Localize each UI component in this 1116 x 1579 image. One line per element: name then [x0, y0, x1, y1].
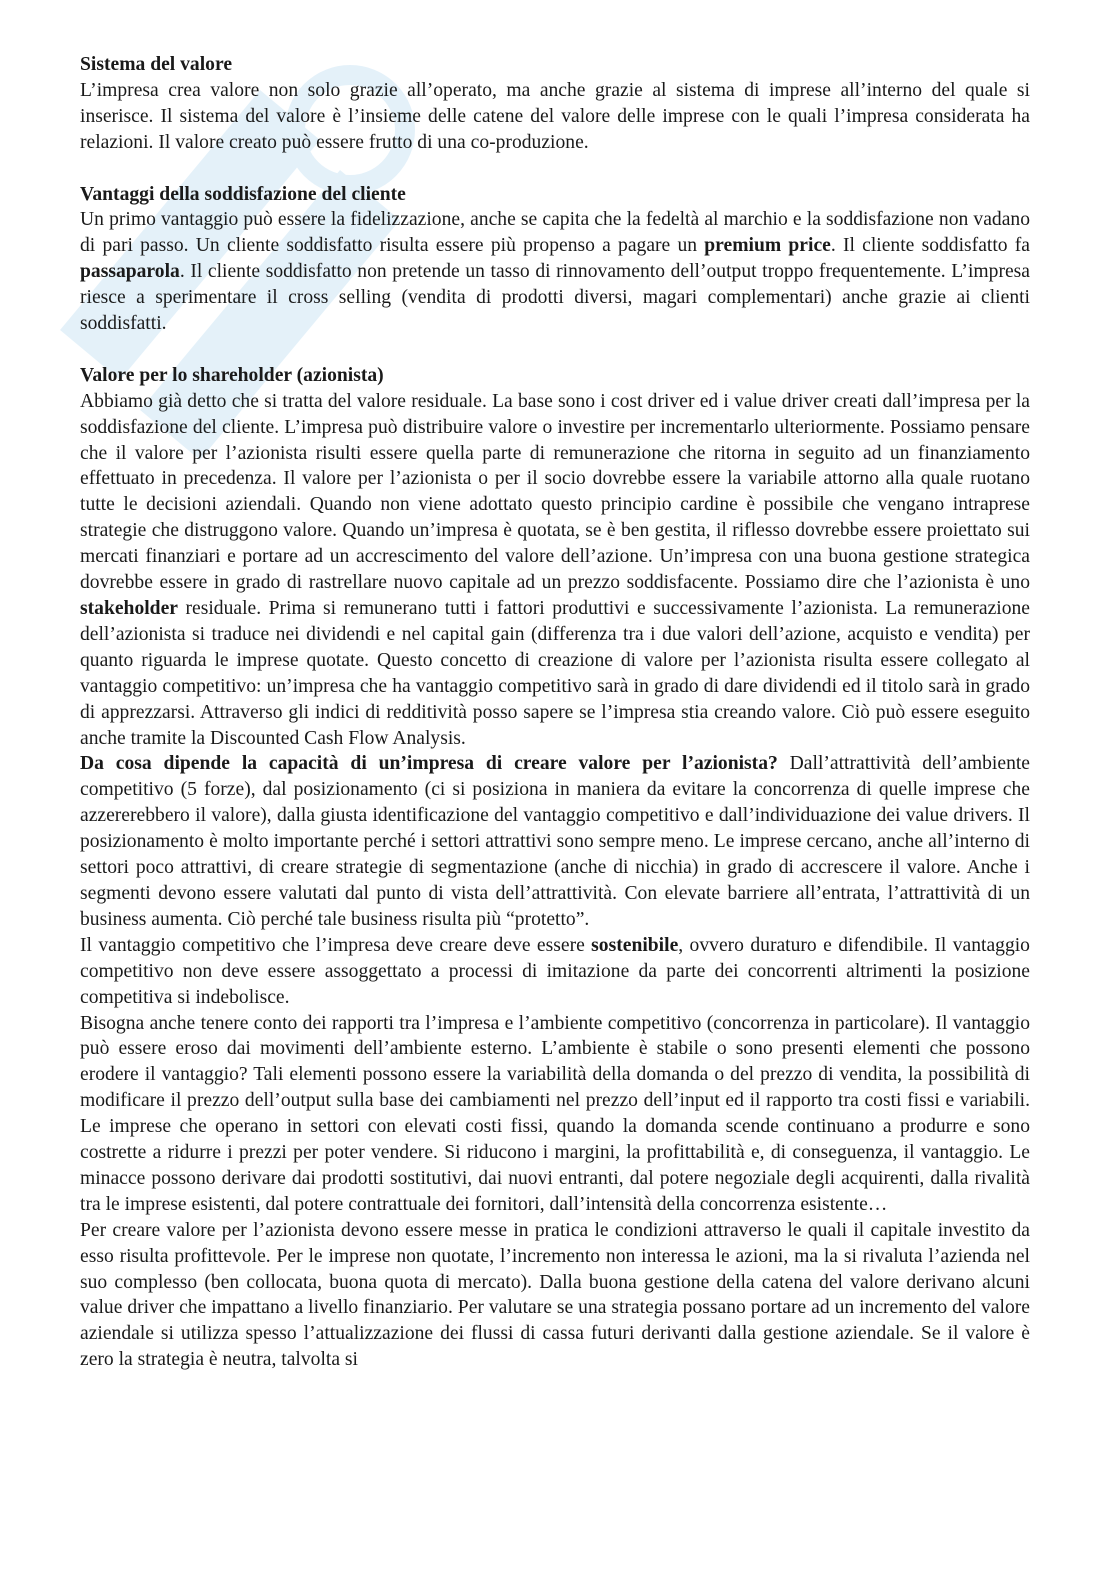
paragraph-capacita-creare-valore — [80, 751, 1030, 932]
bold-term: premium price — [704, 235, 831, 257]
paragraph-vantaggi-cliente — [80, 207, 1030, 337]
text-run: Abbiamo già detto che si tratta del valore residuale. La base sono i cost driver ed i value driver creati dall’impresa per la soddisfazione del cliente. L’impresa può distribuire valore o investire per incrementarlo ulteriormente. Possiamo pensare che il valore per l’azionista risulti essere quella parte di remunerazione che ritorna in seguito ad un finanziamento effettuato in precedenza. Il valore per l’azionista o per il socio dovrebbe essere la variabile attorno alla quale ruotano tutte le decisioni aziendali. Quando non viene adottato questo principio cardine è possibile che vengano intraprese strategie che distruggono valore. Quando un’impresa è quotata, se è ben gestita, il riflesso dovrebbe essere proiettato sui mercati finanziari e portare ad un accrescimento del valore dell’azione. Un’impresa con una buona gestione strategica dovrebbe essere in grado di rastrellare nuovo capitale ad un prezzo soddisfacente. Possiamo dire che l’azionista è uno — [80, 390, 1030, 594]
text-run: residuale. Prima si remunerano tutti i fattori produttivi e successivamente l’azionista. La remunerazione dell’azionista si traduce nei dividendi e nel capital gain (differenza tra i due valori dell’azione, acquisto e vendita) per quanto riguarda le imprese quotate. Questo concetto di creazione di valore per l’azionista risulta essere collegato al vantaggio competitivo: un’impresa che ha vantaggio competitivo sarà in grado di dare dividendi ed il titolo sarà in grado di apprezzarsi. Attraverso gli indici di redditività posso sapere se l’impresa stia creando valore. Ciò può essere eseguito anche tramite la Discounted Cash Flow Analysis. — [80, 598, 1030, 749]
spacer — [80, 156, 1030, 182]
document-page — [80, 52, 1030, 1373]
text-run: . Il cliente soddisfatto non pretende un tasso di rinnovamento dell’output troppo frequentemente. L’impresa riesce a sperimentare il cross selling (vendita di prodotti diversi, magari complementari) anche grazie ai clienti soddisfatti. — [80, 261, 1030, 335]
text-run: Un primo vantaggio può essere la fidelizzazione, anche se capita che la fedeltà al marchio e la soddisfazione non vadano di pari passo. Un cliente soddisfatto risulta essere più propenso a pagare un — [80, 209, 1030, 257]
text-run: , ovvero duraturo e difendibile. Il vantaggio competitivo non deve essere assoggettato a processi di imitazione da parte dei concorrenti altrimenti la posizione competitiva si indebolisce. — [80, 934, 1030, 1008]
spacer — [80, 337, 1030, 363]
bold-question: Da cosa dipende la capacità di un’impresa di creare valore per l’azionista? — [80, 753, 778, 775]
bold-term: stakeholder — [80, 598, 178, 619]
paragraph-vantaggio-sostenibile — [80, 933, 1030, 1011]
bold-term: sostenibile — [591, 934, 679, 956]
section-heading-sistema-valore: Sistema del valore — [80, 54, 233, 75]
text-run: . Il cliente soddisfatto fa — [830, 235, 1031, 257]
text-run: Il vantaggio competitivo che l’impresa deve creare deve essere — [80, 934, 592, 956]
paragraph-ambiente-competitivo: Bisogna anche tenere conto dei rapporti tra l’impresa e l’ambiente competitivo (concorrenza in particolare). Il vantaggio può essere eroso dai movimenti dell’ambiente esterno. L’ambiente è stabile o sono presenti elementi che possono erodere il vantaggio? Tali elementi possono essere la variabilità della domanda o del prezzo di vendita, la possibilità di modificare il prezzo dell’output sulla base dei cambiamenti nel prezzo dell’input ed il rapporto tra costi fissi e variabili. Le imprese che operano in settori con elevati costi fissi, quando la domanda scende continuano a produrre e sono costrette a ridurre i prezzi per poter vendere. Si riducono i margini, la profittabilità e, di conseguenza, il vantaggio. Le minacce possono derivare dai prodotti sostitutivi, dai nuovi entranti, dal potere negoziale degli acquirenti, dalla rivalità tra le imprese esistenti, dal potere contrattuale dei fornitori, dall’intensità della concorrenza esistente… — [80, 1012, 1030, 1215]
paragraph-valore-residuale — [80, 389, 1030, 752]
paragraph-creare-valore-azionista: Per creare valore per l’azionista devono essere messe in pratica le condizioni attraverso le quali il capitale investito da esso risulta profittevole. Per le imprese non quotate, l’incremento non interessa le azioni, ma la si rivaluta l’azienda nel suo complesso (ben collocata, buona quota di mercato). Dalla buona gestione della catena del valore derivano alcuni value driver che impattano a livello finanziario. Per valutare se una strategia possano portare ad un incremento del valore aziendale si utilizza spesso l’attualizzazione dei flussi di cassa futuri derivanti dalla gestione aziendale. Se il valore è zero la strategia è neutra, talvolta si — [80, 1219, 1030, 1371]
text-run: Dall’attrattività dell’ambiente competitivo (5 forze), dal posizionamento (ci si posiziona in maniera da evitare la concorrenza di quelle imprese che azzererebbero il valore), dalla giusta identificazione del vantaggio competitivo e dall’individuazione dei value drivers. Il posizionamento è molto importante perché i settori attrattivi sono sempre meno. Le imprese cercano, anche all’interno di settori poco attrattivi, di creare strategie di segmentazione (anche di nicchia) in grado di accrescere il valore. Anche i segmenti devono essere valutati dal punto di vista dell’attrattività. Con elevate barriere all’entrata, l’attrattività di un business aumenta. Ciò perché tale business risulta più “protetto”. — [80, 753, 1031, 930]
section-heading-vantaggi-cliente: Vantaggi della soddisfazione del cliente — [80, 183, 406, 205]
bold-term: passaparola — [80, 261, 180, 283]
paragraph-sistema-valore: L’impresa crea valore non solo grazie all’operato, ma anche grazie al sistema di imprese all’interno del quale si inserisce. Il sistema del valore è l’insieme delle catene del valore delle imprese con le quali l’impresa considerata ha relazioni. Il valore creato può essere frutto di una co-produzione. — [80, 79, 1030, 153]
section-heading-valore-shareholder: Valore per lo shareholder (azionista) — [80, 364, 384, 386]
